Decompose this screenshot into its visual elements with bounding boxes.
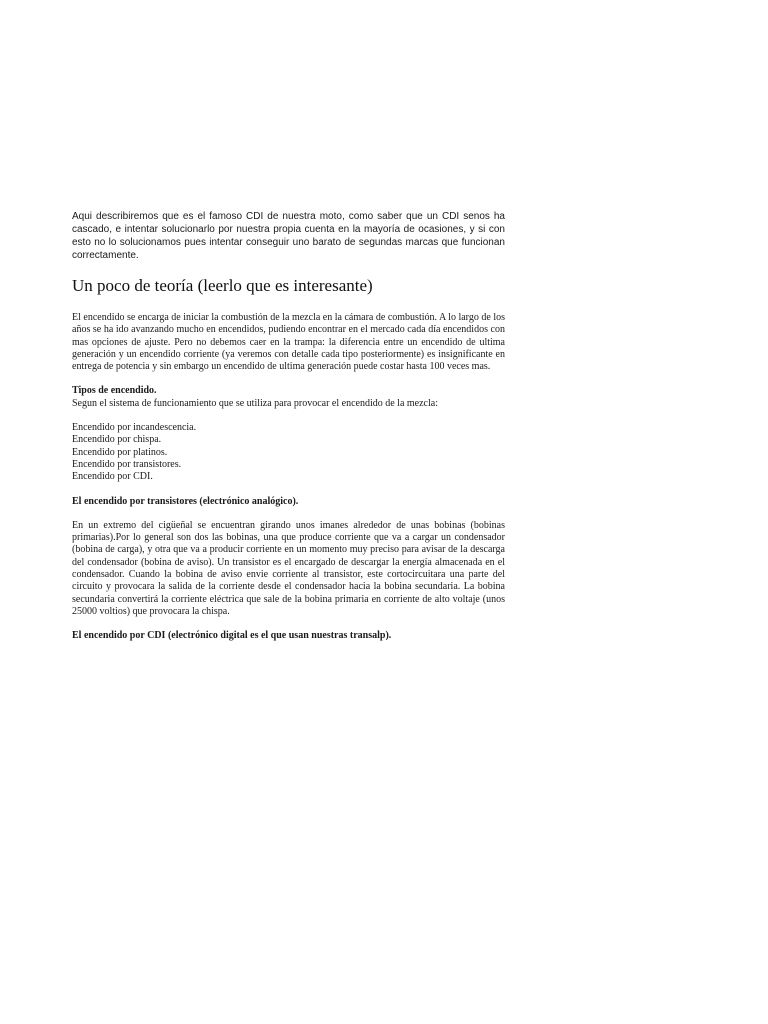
list-item: Encendido por platinos. (72, 446, 168, 458)
cdi-title: El encendido por CDI (electrónico digital es el que usan nuestras transalp). (72, 630, 392, 642)
list-item: Encendido por incandescencia. (72, 422, 197, 434)
list-item: Encendido por CDI. (72, 471, 153, 483)
transistor-title: El encendido por transistores (electrónico analógico). (72, 495, 299, 507)
transistor-paragraph: En un extremo del cigüeñal se encuentran girando unos imanes alrededor de unas bobinas (bobinas primarias).Por lo general son dos las bobinas, una que produce corriente que va a cargar un condensador (bobina de carga), y otra que va a producir corriente en un momento muy preciso para avisar de la descarga del condensador (bobina de aviso). Un transistor es el encargado de descargar la energía almacenada en el condensador. Cuando la bobina de aviso envie corriente al transistor, este cortocircuitara una parte del circuito y provocara la salida de la corriente desde el condensador hacia la bobina secundaria. La bobina secundaria convertirá la corriente eléctrica que sale de la bobina primaria en corriente de alto voltaje (unos 25000 voltios) que provocara la chispa. (72, 519, 505, 617)
ignition-types-title: Tipos de encendido. (72, 385, 157, 397)
section-heading: Un poco de teoría (leerlo que es interesante) (72, 276, 373, 295)
list-item: Encendido por transistores. (72, 458, 182, 470)
ignition-types-section (72, 385, 505, 410)
intro-paragraph: Aqui describiremos que es el famoso CDI de nuestra moto, como saber que un CDI senos ha cascado, e intentar solucionarlo por nuestra propia cuenta en la mayoría de ocasiones, y si con esto no lo solucionamos pues intentar conseguir uno barato de segundas marcas que funcionan correctamente. (72, 211, 505, 261)
theory-paragraph: El encendido se encarga de iniciar la combustión de la mezcla en la cámara de combustión. A lo largo de los años se ha ido avanzando mucho en encendidos, pudiendo encontrar en el mercado cada día encendidos con mas opciones de ajuste. Pero no debemos caer en la trampa: la diferencia entre un encendido de ultima generación y un encendido corriente (ya veremos con detalle cada tipo posteriormente) es insignificante en entrega de potencia y sin embargo un encendido de ultima generación puede costar hasta 100 veces mas. (72, 312, 505, 373)
ignition-types-list (72, 422, 505, 483)
list-item: Encendido por chispa. (72, 434, 162, 446)
ignition-types-intro: Segun el sistema de funcionamiento que se utiliza para provocar el encendido de la mezcla: (72, 397, 438, 409)
document-content (72, 210, 505, 655)
